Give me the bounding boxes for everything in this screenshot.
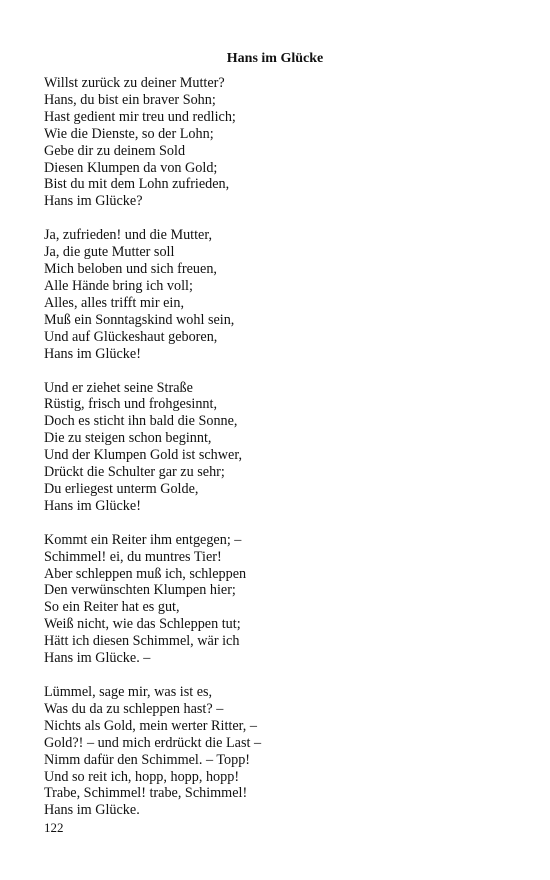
page-number: 122 [44, 820, 64, 835]
poem-line: Hans im Glücke! [44, 497, 141, 514]
poem-line: Den verwünschten Klumpen hier; [44, 582, 236, 599]
poem-line: Du erliegest unterm Golde, [44, 480, 199, 497]
poem-line: Kommt ein Reiter ihm entgegen; – [44, 531, 242, 548]
poem-line: Aber schleppen muß ich, schleppen [44, 565, 247, 582]
poem-line: So ein Reiter hat es gut, [44, 599, 180, 616]
poem-line: Muß ein Sonntagskind wohl sein, [44, 311, 235, 328]
poem-line: Hätt ich diesen Schimmel, wär ich [44, 633, 240, 650]
poem-line: Ja, die gute Mutter soll [44, 244, 175, 261]
poem-line: Und der Klumpen Gold ist schwer, [44, 447, 243, 464]
poem-line: Drückt die Schulter gar zu sehr; [44, 464, 225, 481]
poem-line: Rüstig, frisch und frohgesinnt, [44, 396, 217, 413]
poem-line: Schimmel! ei, du muntres Tier! [44, 548, 222, 565]
poem-line: Doch es sticht ihn bald die Sonne, [44, 413, 238, 430]
stanza-1 [44, 75, 514, 210]
poem-line: Bist du mit dem Lohn zufrieden, [44, 176, 230, 193]
poem-line: Wie die Dienste, so der Lohn; [44, 125, 214, 142]
poem-line: Mich beloben und sich freuen, [44, 261, 217, 278]
poem-line: Hans im Glücke! [44, 345, 141, 362]
poem-line: Lümmel, sage mir, was ist es, [44, 684, 213, 700]
poem-line: Hans im Glücke? [44, 193, 143, 210]
poem-line: Hans im Glücke. – [44, 650, 151, 667]
poem-line: Was du da zu schleppen hast? – [44, 700, 224, 717]
poem-line: Hans, du bist ein braver Sohn; [44, 91, 216, 108]
stanza-2 [44, 227, 514, 362]
poem-line: Diesen Klumpen da von Gold; [44, 159, 218, 176]
poem-line: Und auf Glückeshaut geboren, [44, 328, 218, 345]
poem-line: Alle Hände bring ich voll; [44, 277, 193, 294]
poem-line: Gebe dir zu deinem Sold [44, 142, 186, 159]
stanza-3 [44, 380, 514, 515]
stanza-4 [44, 532, 514, 667]
poem-line: Ja, zufrieden! und die Mutter, [44, 227, 213, 244]
poem-line: Hast gedient mir treu und redlich; [44, 108, 236, 125]
poem-line: Die zu steigen schon beginnt, [44, 430, 212, 447]
poem-title: Hans im Glücke [226, 51, 324, 66]
poem-body [44, 75, 514, 836]
poem-line: Trabe, Schimmel! trabe, Schimmel! [44, 785, 248, 802]
poem-line: Und so reit ich, hopp, hopp, hopp! [44, 768, 240, 785]
poem-line: Und er ziehet seine Straße [44, 379, 193, 396]
stanza-5 [44, 684, 514, 819]
poem-line: Nimm dafür den Schimmel. – Topp! [44, 751, 251, 768]
poem-line: Hans im Glücke. [44, 802, 140, 819]
poem-line: Nichts als Gold, mein werter Ritter, – [44, 717, 257, 734]
poem-line: Weiß nicht, wie das Schleppen tut; [44, 616, 241, 633]
poem-line: Alles, alles trifft mir ein, [44, 294, 185, 311]
poem-line: Willst zurück zu deiner Mutter? [44, 75, 225, 91]
poem-line: Gold?! – und mich erdrückt die Last – [44, 734, 262, 751]
